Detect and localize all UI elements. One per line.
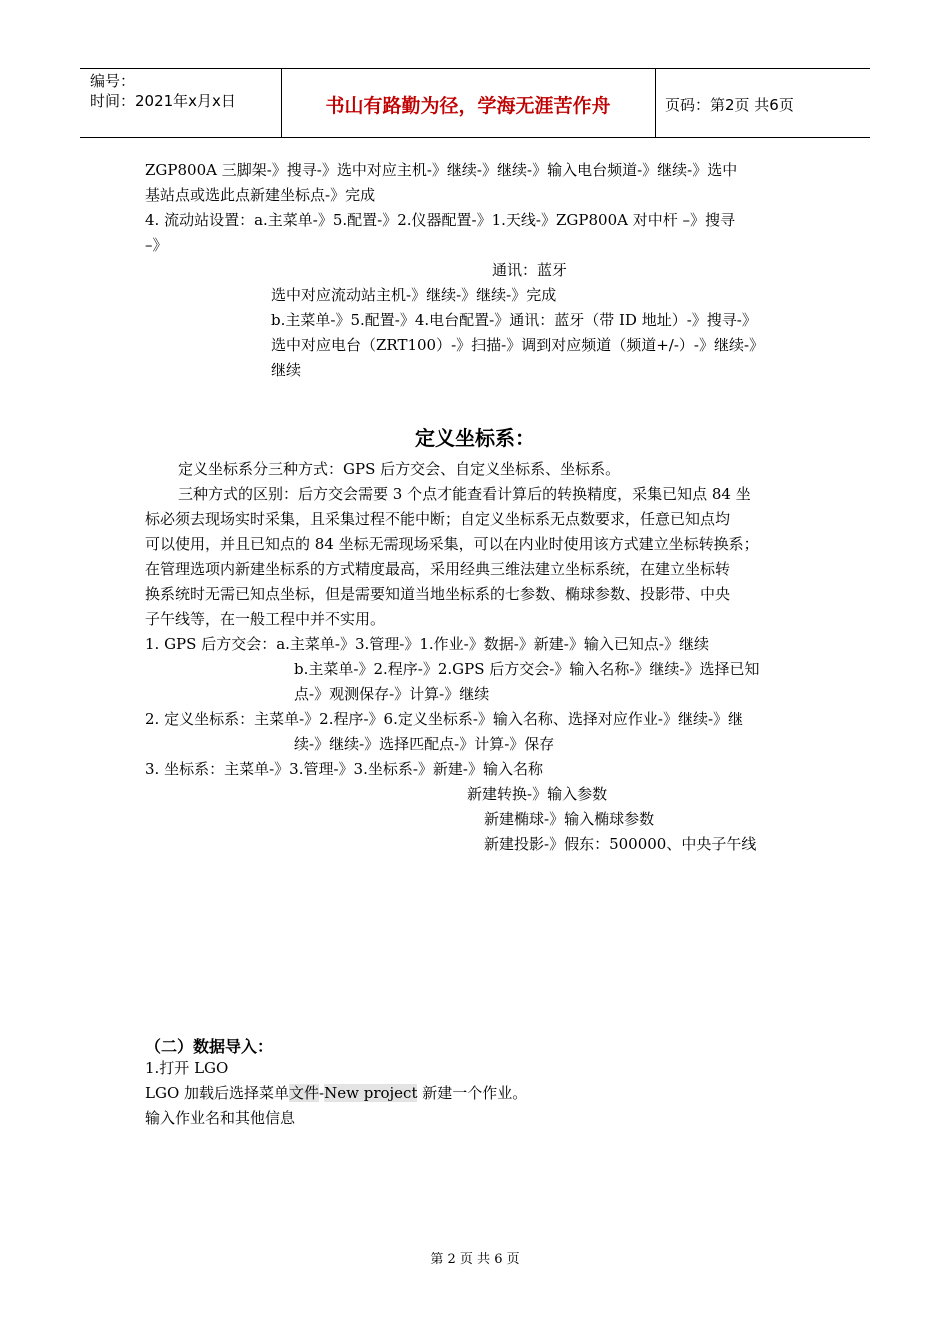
- header-motto: 书山有路勤为径，学海无涯苦作舟: [325, 95, 611, 117]
- text-line: ZGP800A 三脚架-》搜寻-》选中对应主机-》继续-》继续-》输入电台频道-》继续-》选中: [145, 161, 738, 179]
- text-line: 定义坐标系分三种方式：GPS 后方交会、自定义坐标系、坐标系。: [178, 460, 621, 478]
- text-line: 输入作业名和其他信息: [145, 1109, 296, 1127]
- text-line: 换系统时无需已知点坐标，但是需要知道当地坐标系的七参数、椭球参数、投影带、中央: [145, 585, 731, 603]
- text-line: b.主菜单-》5.配置-》4.电台配置-》通讯：蓝牙（带 ID 地址）-》搜寻-》: [271, 311, 757, 329]
- text-line: 新建转换-》输入参数: [467, 785, 608, 803]
- text-line: 标必须去现场实时采集，且采集过程不能中断；自定义坐标系无点数要求，任意已知点均: [145, 510, 731, 528]
- text-line: 点-》观测保存-》计算-》继续: [294, 685, 490, 703]
- text-line: 新建投影-》假东：500000、中央子午线: [484, 835, 757, 853]
- menu-new-project-highlight: New project: [324, 1084, 418, 1102]
- text-line: b.主菜单-》2.程序-》2.GPS 后方交会-》输入名称-》继续-》选择已知: [294, 660, 760, 678]
- date-label: 时间：2021年x月x日: [90, 92, 236, 110]
- header-page-info: 页码：第2页 共6页: [665, 96, 794, 114]
- page-header: [80, 68, 870, 138]
- menu-dash: -: [319, 1084, 325, 1102]
- header-divider-right: [655, 69, 656, 137]
- text-line: 基站点或选此点新建坐标点-》完成: [145, 186, 376, 204]
- text-line: –》: [145, 236, 168, 254]
- header-meta: [90, 71, 236, 111]
- text-line: 4. 流动站设置：a.主菜单-》5.配置-》2.仪器配置-》1.天线-》ZGP800A 对中杆 –》搜寻: [145, 211, 735, 229]
- text-line: 子午线等，在一般工程中并不实用。: [145, 610, 386, 628]
- number-label: 编号：: [90, 72, 136, 90]
- text-line: 选中对应电台（ZRT100）-》扫描-》调到对应频道（频道+/-）-》继续-》: [271, 336, 765, 354]
- menu-text-pre: LGO 加载后选择菜单: [145, 1084, 290, 1102]
- menu-text-post: 新建一个作业。: [417, 1084, 528, 1102]
- text-line: 续-》继续-》选择匹配点-》计算-》保存: [294, 735, 555, 753]
- text-line: 新建椭球-》输入椭球参数: [484, 810, 655, 828]
- text-line: 2. 定义坐标系：主菜单-》2.程序-》6.定义坐标系-》输入名称、选择对应作业-》继续-》继: [145, 710, 744, 728]
- section-title-import: （二）数据导入：: [145, 1037, 274, 1056]
- text-line: 通讯：蓝牙: [492, 261, 568, 279]
- text-line: 三种方式的区别：后方交会需要 3 个点才能查看计算后的转换精度，采集已知点 84 坐: [178, 485, 751, 503]
- menu-file-highlight: 文件: [289, 1084, 320, 1102]
- section-title-coordinate: 定义坐标系：: [415, 426, 535, 450]
- text-line: 在管理选项内新建坐标系的方式精度最高，采用经典三维法建立坐标系统，在建立坐标转: [145, 560, 731, 578]
- text-line: 3. 坐标系：主菜单-》3.管理-》3.坐标系-》新建-》输入名称: [145, 760, 543, 778]
- text-line: 1.打开 LGO: [145, 1059, 229, 1077]
- text-line: 继续: [271, 361, 302, 379]
- page-footer: 第 2 页 共 6 页: [430, 1252, 520, 1267]
- text-line: 可以使用，并且已知点的 84 坐标无需现场采集，可以在内业时使用该方式建立坐标转换系；: [145, 535, 759, 553]
- text-line: 1. GPS 后方交会：a.主菜单-》3.管理-》1.作业-》数据-》新建-》输入已知点-》继续: [145, 635, 709, 653]
- text-line: 选中对应流动站主机-》继续-》继续-》完成: [271, 286, 557, 304]
- text-line-menu: [145, 1083, 527, 1103]
